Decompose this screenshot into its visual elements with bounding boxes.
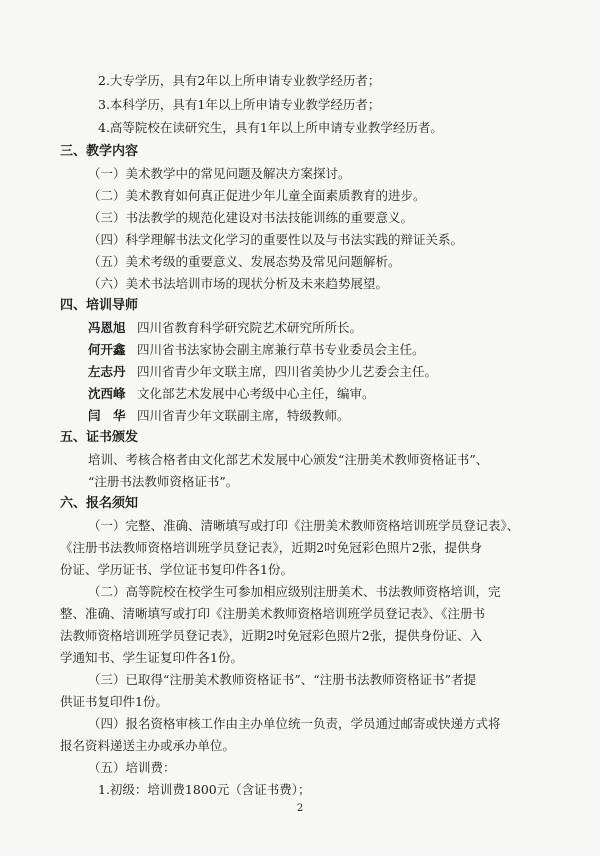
line-text: （四）报名资格审核工作由主办单位统一负责，学员通过邮寄或快递方式将 — [88, 716, 501, 731]
line-text: 3.本科学历，具有1年以上所申请专业教学经历者； — [98, 97, 381, 112]
line-text: 法教师资格培训班学员登记表》，近期2吋免冠彩色照片2张，提供身份证、入 — [60, 628, 483, 643]
text-line — [88, 254, 401, 270]
text-line — [98, 120, 443, 136]
section-heading — [60, 430, 138, 446]
line-text: 四川省教育科学研究院艺术研究所所长。 — [137, 320, 363, 335]
line-text: （五）美术考级的重要意义、发展态势及常见问题解析。 — [88, 254, 401, 269]
text-line — [60, 540, 482, 556]
line-text: “注册书法教师资格证书”。 — [88, 474, 239, 489]
instructor-name: 何开鑫 — [88, 342, 126, 357]
section-heading — [60, 496, 138, 512]
instructor-line — [88, 386, 375, 402]
instructor-line — [88, 408, 350, 424]
line-text: 四川省书法家协会副主席兼行草书专业委员会主任。 — [137, 342, 425, 357]
text-line — [60, 694, 168, 710]
text-line — [98, 73, 380, 89]
text-line — [88, 452, 488, 468]
text-line — [88, 672, 476, 688]
text-line — [98, 782, 311, 798]
line-text: 1.初级：培训费1800元（含证书费）； — [98, 782, 311, 797]
instructor-line — [88, 342, 425, 358]
instructor-name: 闫 华 — [88, 408, 126, 423]
text-line — [88, 760, 176, 776]
line-text: （一）美术教学中的常见问题及解决方案探讨。 — [88, 166, 351, 181]
text-line — [60, 628, 482, 644]
text-line — [60, 650, 243, 666]
line-text: 三、教学内容 — [60, 144, 139, 159]
line-text: 《注册书法教师资格培训班学员登记表》，近期2吋免冠彩色照片2张，提供身 — [60, 540, 483, 555]
instructor-line — [88, 320, 362, 336]
line-text: 份证、学历证书、学位证书复印件各1份。 — [60, 562, 293, 577]
text-line — [88, 518, 519, 534]
text-line — [60, 606, 485, 622]
text-line — [88, 584, 501, 600]
line-text: 四、培训导师 — [60, 298, 139, 313]
instructor-line — [88, 364, 437, 380]
line-text: 四川省青少年文联副主席，特级教师。 — [137, 408, 350, 423]
line-text: （三）已取得“注册美术教师资格证书”、“注册书法教师资格证书”者提 — [88, 672, 477, 687]
line-text: 四川省青少年文联主席，四川省美协少儿艺委会主任。 — [137, 364, 438, 379]
line-text: 供证书复印件1份。 — [60, 694, 168, 709]
text-line — [88, 716, 501, 732]
line-text: 六、报名须知 — [60, 496, 139, 511]
line-text: 学通知书、学生证复印件各1份。 — [60, 650, 243, 665]
line-text: 报名资料递送主办或承办单位。 — [60, 738, 236, 753]
page-number: 2 — [296, 803, 304, 814]
instructor-name: 左志丹 — [88, 364, 126, 379]
line-text: （四）科学理解书法文化学习的重要性以及与书法实践的辩证关系。 — [88, 232, 464, 247]
text-line — [88, 210, 413, 226]
text-line — [88, 188, 426, 204]
line-text: （五）培训费： — [88, 760, 176, 775]
line-text: 五、证书颁发 — [60, 430, 139, 445]
instructor-name: 冯恩旭 — [88, 320, 126, 335]
line-text: 文化部艺术发展中心考级中心主任，编审。 — [137, 386, 375, 401]
line-text: （一）完整、准确、清晰填写或打印《注册美术教师资格培训班学员登记表》、 — [88, 518, 520, 533]
text-line — [60, 738, 235, 754]
text-line — [88, 232, 463, 248]
line-text: （二）高等院校在校学生可参加相应级别注册美术、书法教师资格培训，完 — [88, 584, 501, 599]
text-line — [88, 166, 351, 182]
section-heading — [60, 298, 138, 314]
line-text: 2.大专学历，具有2年以上所申请专业教学经历者； — [98, 73, 381, 88]
text-line — [60, 562, 293, 578]
section-heading — [60, 144, 138, 160]
line-text: （三）书法教学的规范化建设对书法技能训练的重要意义。 — [88, 210, 414, 225]
line-text: （六）美术书法培训市场的现状分析及未来趋势展望。 — [88, 276, 389, 291]
text-line — [98, 97, 380, 113]
instructor-name: 沈西峰 — [88, 386, 126, 401]
text-line — [88, 474, 238, 490]
line-text: 培训、考核合格者由文化部艺术发展中心颁发“注册美术教师资格证书”、 — [88, 452, 489, 467]
line-text: 4.高等院校在读研究生，具有1年以上所申请专业教学经历者。 — [98, 120, 443, 135]
line-text: 整、准确、清晰填写或打印《注册美术教师资格培训班学员登记表》、《注册书 — [60, 606, 486, 621]
line-text: （二）美术教育如何真正促进少年儿童全面素质教育的进步。 — [88, 188, 426, 203]
text-line — [88, 276, 388, 292]
